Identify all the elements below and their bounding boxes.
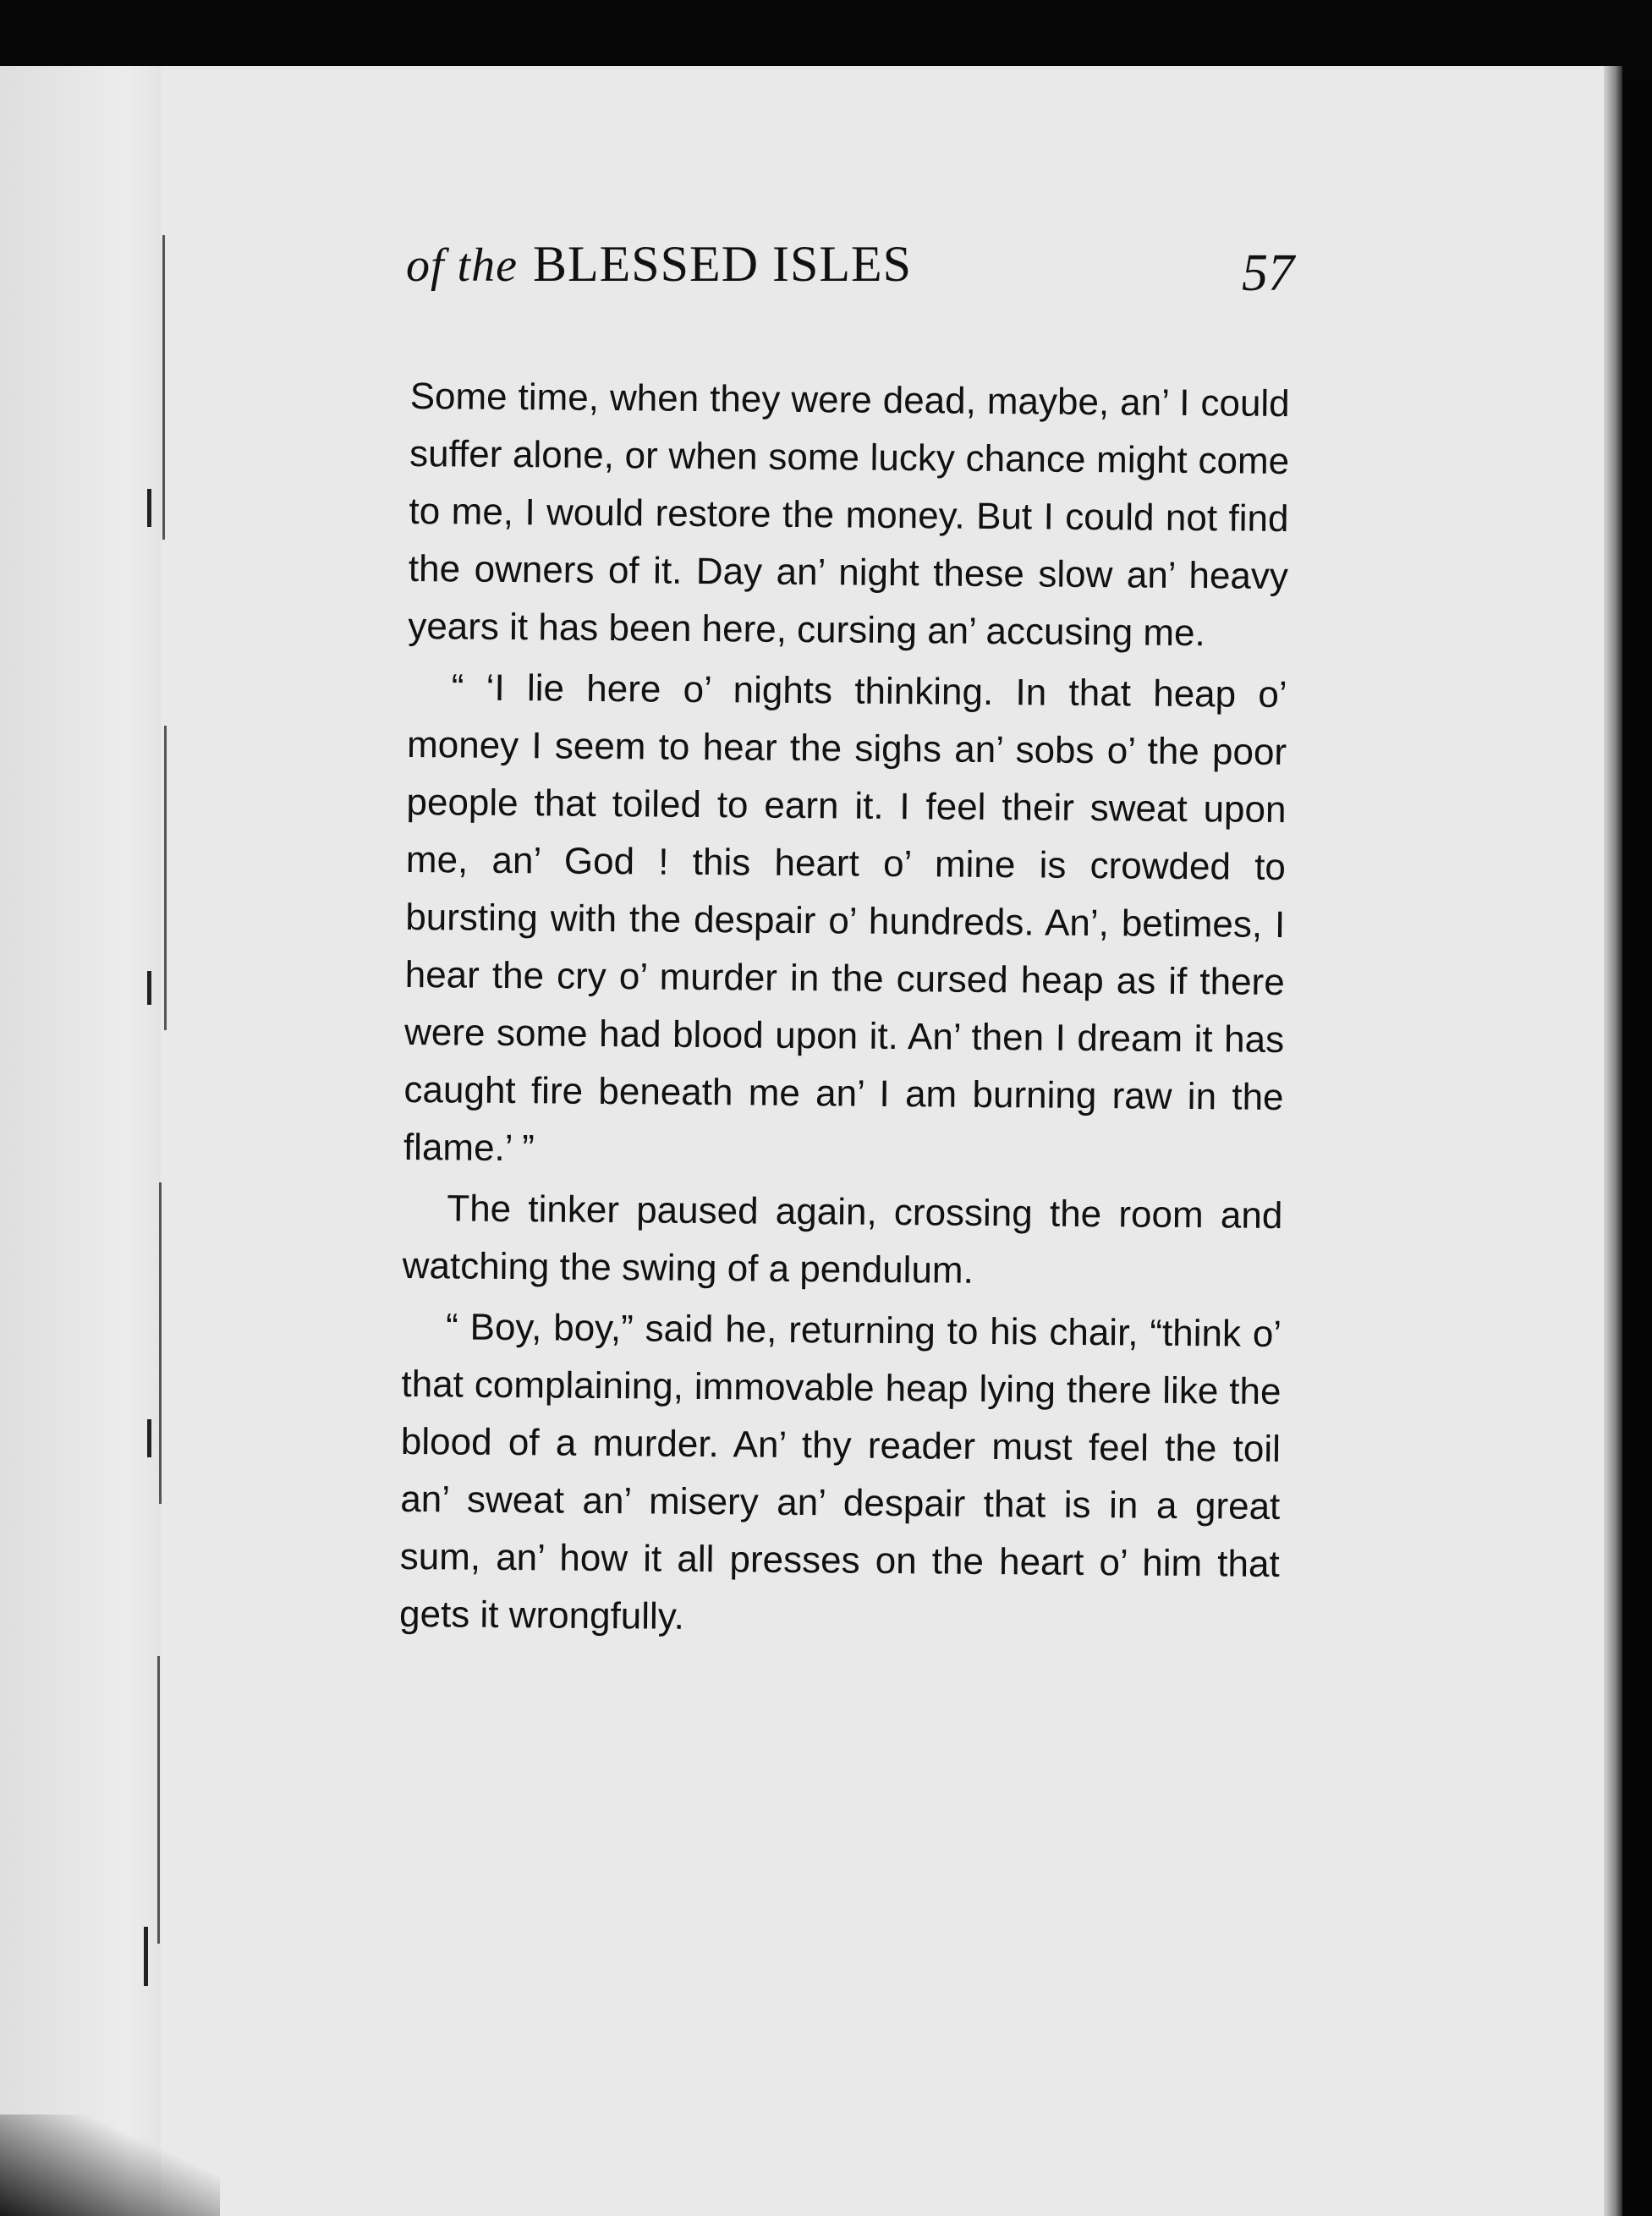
gutter-binding-mark [147,489,151,527]
paragraph: “ Boy, boy,” said he, returning to his chair, “think o’ that complaining, immovable heap lying there like the blood of a murder. An’ thy reader must feel the toil an’ sweat an’ misery an’ despair that is in a great sum, an’ how it all presses on the heart o’ him that gets it wrongfully. [398,1306,1282,1637]
gutter-binding-line [164,726,167,1030]
running-head [406,211,1294,304]
gutter-binding-mark [147,1419,151,1457]
gutter-binding-mark [144,1927,148,1986]
page-gutter [0,66,161,2216]
body-text [399,368,1290,1651]
gutter-binding-line [159,1182,162,1504]
paragraph: Some time, when they were dead, maybe, an’ I could suffer alone, or when some lucky chance might come to me, I would restore the money. But I could not find the owners of it. Day an’ night these slow an’ heavy years it has been here, cursing an’ accusing me. [408,375,1290,655]
page-corner-shadow [0,2115,220,2216]
page-number: 57 [1242,244,1294,302]
paragraph: “ ‘I lie here o’ nights thinking. In that heap o’ money I seem to hear the sighs an’ sobs o’ the poor people that toiled to earn it. I feel their sweat upon me, an’ God ! this heart o’ mine is crowded to bursting with the despair o’ hundreds. An’, betimes, I hear the cry o’ murder in the cursed heap as if there were some had blood upon it. An’ then I dream it has caught fire beneath me an’ I am burning raw in the flame.’ ” [403,666,1287,1170]
page-edge [1604,66,1622,2216]
gutter-binding-line [157,1656,160,1944]
paragraph: The tinker paused again, crossing the room and watching the swing of a pendulum. [402,1188,1283,1292]
gutter-binding-mark [147,971,151,1005]
running-head-title: BLESSED ISLES [532,236,913,292]
running-head-prefix: of the [406,239,518,292]
gutter-binding-line [162,235,165,540]
